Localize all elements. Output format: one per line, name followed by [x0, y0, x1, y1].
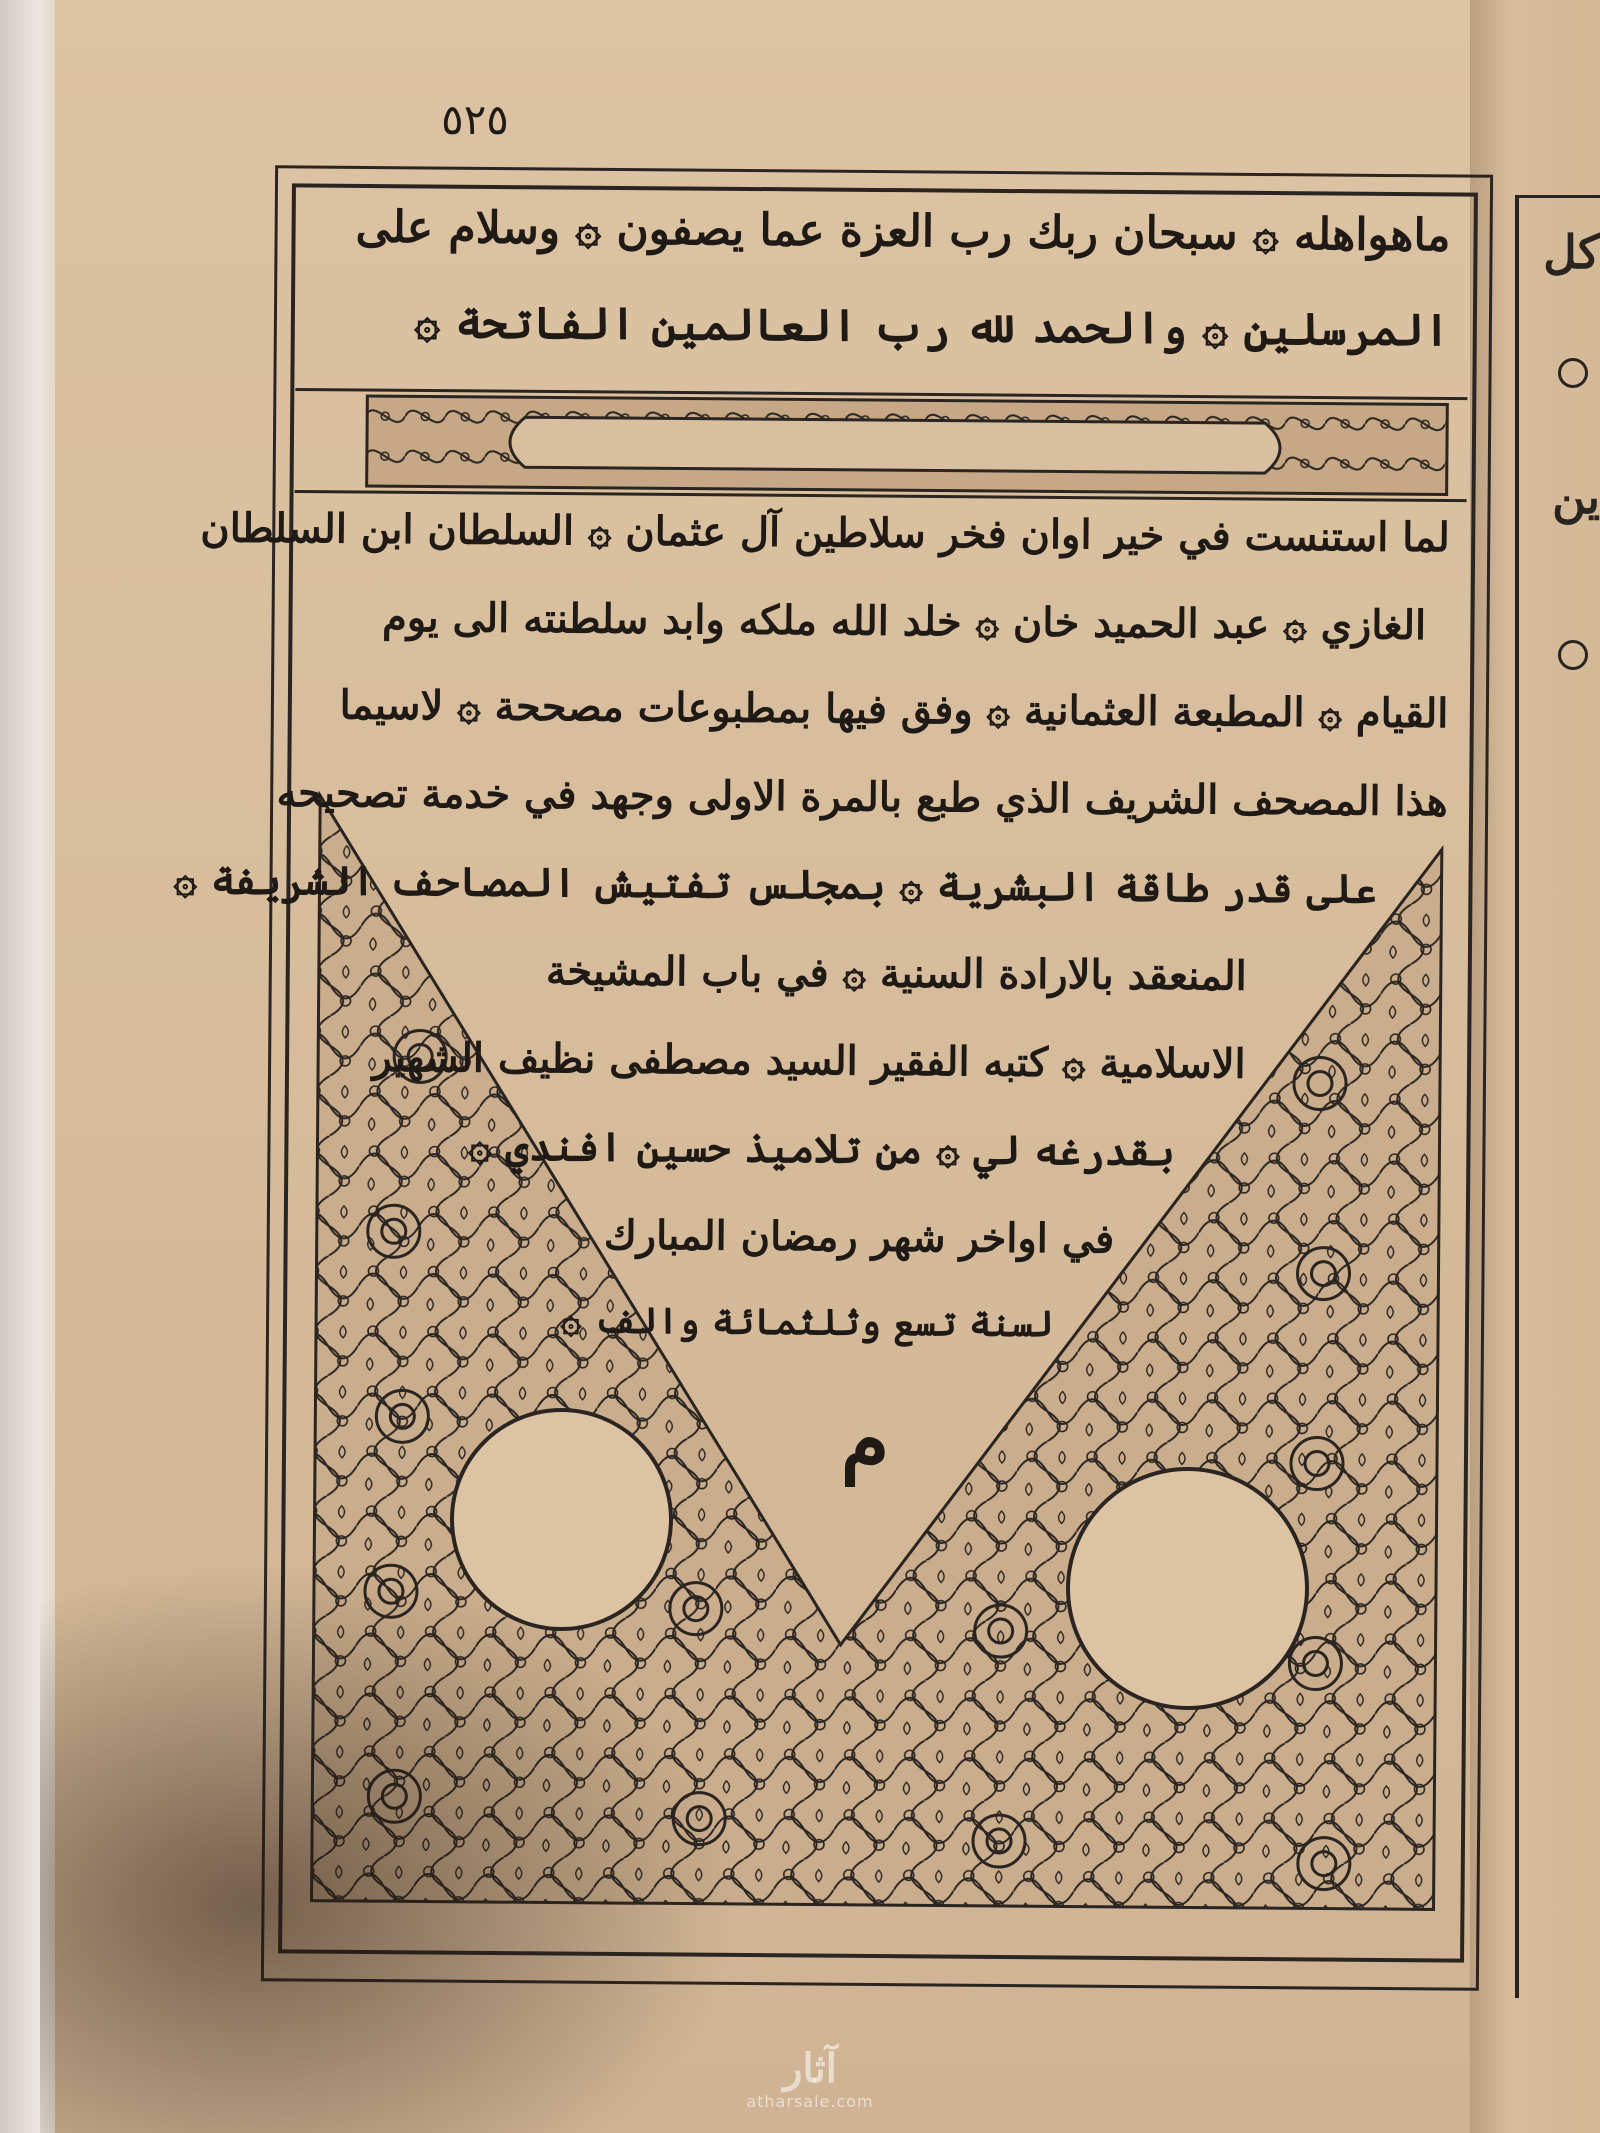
closing-verse — [355, 192, 1451, 391]
right-blank-roundel — [1066, 1467, 1309, 1710]
colophon-line: الاسلامية ۞ كتبه الفقير السيد مصطفى نظيف الشهير — [372, 1033, 1246, 1088]
final-mark: م — [840, 1395, 890, 1486]
verse-line: ماهواهله ۞ سبحان ربك رب العزة عما يصفون ۞ وسلام على — [355, 201, 1451, 262]
watermark-logo: آثار — [783, 2045, 837, 2092]
verse-line: المرسلين ۞ والحمد لله رب العالمين الفاتحة ۞ — [414, 297, 1450, 357]
page-number: ٥٢٥ — [441, 95, 509, 144]
colophon-line: في اواخر شهر رمضان المبارك — [603, 1211, 1115, 1263]
colophon-line: الغازي ۞ عبد الحميد خان ۞ خلد الله ملكه وابد سلطنته الى يوم — [381, 593, 1427, 650]
colophon-line: لسنة تسع وثلثمائة والف ۞ — [560, 1299, 1054, 1346]
colophon-line: المنعقد بالارادة السنية ۞ في باب المشيخة — [545, 947, 1247, 1000]
facing-page-text: كل — [1543, 225, 1600, 279]
colophon-line: هذا المصحف الشريف الذي طبع بالمرة الاولى وجهد في خدمة تصحيحه — [276, 769, 1448, 826]
colophon-line: لما استنست في خير اوان فخر سلاطين آل عثمان ۞ السلطان ابن السلطان — [200, 504, 1450, 562]
watermark-site: atharsale.com — [746, 2092, 874, 2111]
facing-page-text: ين — [1552, 470, 1600, 524]
colophon-line: على قدر طاقة البشرية ۞ بمجلس تفتيش المصاحف الشريفة ۞ — [173, 856, 1378, 913]
colophon-line: القيام ۞ المطبعة العثمانية ۞ وفق فيها بمطبوعات مصححة ۞ لاسيما — [339, 681, 1449, 738]
watermark — [700, 2045, 920, 2111]
colophon-line: بقدرغه لي ۞ من تلاميذ حسين افندي ۞ — [467, 1122, 1176, 1176]
left-blank-roundel — [450, 1408, 673, 1631]
